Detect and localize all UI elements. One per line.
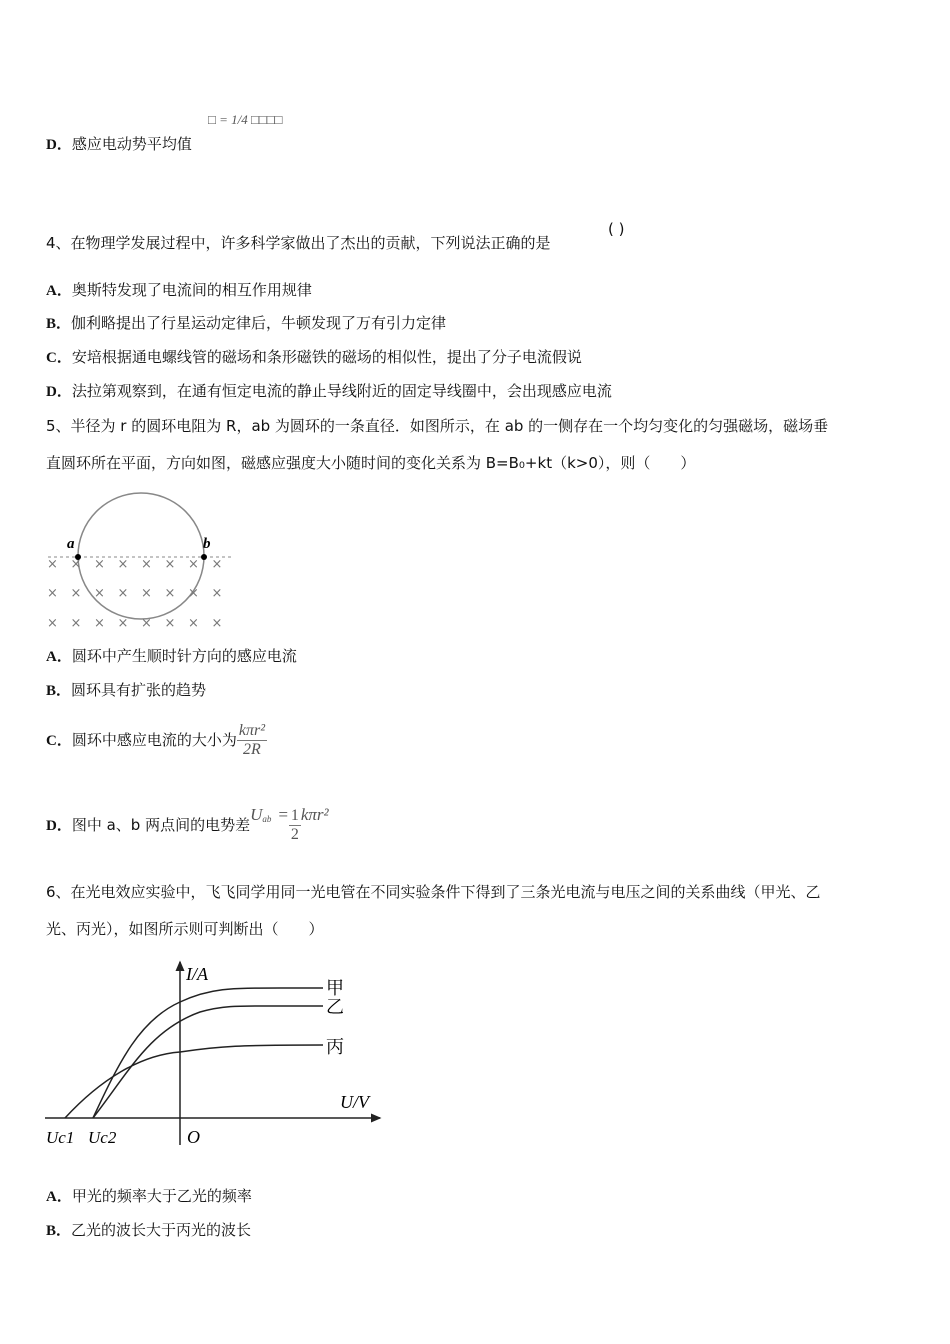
- field-cross-icon: ×: [47, 557, 58, 572]
- q5-stem-line1: 5、半径为 r 的圆环电阻为 R，ab 为圆环的一条直径．如图所示，在 ab 的一侧存在一个均匀变化的匀强磁场，磁场垂: [46, 417, 829, 435]
- point-b: [201, 554, 207, 560]
- option-label: A．: [46, 1189, 72, 1205]
- option-label: D．: [46, 384, 72, 400]
- curve-jia: [93, 988, 323, 1118]
- fraction: [237, 722, 267, 759]
- origin-label: O: [187, 1127, 200, 1147]
- formula-rhs: kπr²: [300, 805, 329, 824]
- numerator: kπr²: [238, 722, 265, 739]
- option-label: C．: [46, 350, 72, 366]
- field-cross-icon: ×: [94, 557, 105, 572]
- q4-option-d: [46, 381, 612, 402]
- field-cross-icon: ×: [164, 557, 176, 572]
- field-cross-icon: ×: [164, 616, 176, 631]
- q4-stem: [46, 233, 551, 253]
- curve-label-jia: 甲: [326, 978, 344, 999]
- q4-option-b: [46, 313, 446, 334]
- q5-option-a: [46, 646, 297, 667]
- option-text: 圆环中产生顺时针方向的感应电流: [71, 647, 297, 665]
- q5-option-d: [46, 805, 329, 844]
- field-cross-icon: ×: [70, 557, 82, 572]
- curve-bing: [65, 1045, 323, 1118]
- option-text: 图中 a、b 两点间的电势差: [71, 816, 251, 834]
- q4-option-c: [46, 347, 582, 368]
- option-text: 伽利略提出了行星运动定律后，牛顿发现了万有引力定律: [71, 314, 447, 332]
- q3-option-d: [46, 134, 192, 155]
- field-cross-icon: ×: [94, 616, 105, 631]
- formula-eq: =: [277, 805, 289, 824]
- option-label: D．: [46, 818, 72, 834]
- formula-q3-d: □ = 1/4 □□□□: [208, 112, 283, 127]
- field-cross-icon: ×: [117, 586, 129, 601]
- option-text: 奥斯特发现了电流间的相互作用规律: [71, 281, 312, 299]
- x-axis-label: U/V: [340, 1092, 369, 1112]
- field-cross-icon: ×: [94, 586, 105, 601]
- option-text: 法拉第观察到，在通有恒定电流的静止导线附近的固定导线圈中，会出现感应电流: [71, 382, 612, 400]
- option-text: 甲光的频率大于乙光的频率: [71, 1187, 252, 1205]
- field-cross-icon: ×: [117, 616, 129, 631]
- field-cross-icon: ×: [188, 586, 199, 601]
- field-cross-icon: ×: [188, 616, 199, 631]
- option-text: 乙光的波长大于丙光的波长: [71, 1221, 252, 1239]
- field-cross-icon: ×: [70, 616, 82, 631]
- field-cross-icon: ×: [70, 586, 82, 601]
- stem-text: 4、在物理学发展过程中，许多科学家做出了杰出的贡献，下列说法正确的是: [46, 234, 551, 252]
- iv-graph: [40, 950, 390, 1150]
- option-label: A．: [46, 283, 72, 299]
- answer-paren: ( ): [608, 220, 625, 238]
- curve-label-yi: 乙: [326, 997, 344, 1018]
- denominator: 2: [290, 826, 299, 843]
- option-text: 安培根据通电螺线管的磁场和条形磁铁的磁场的相似性，提出了分子电流假说: [71, 348, 582, 366]
- field-cross-icon: ×: [117, 557, 129, 572]
- curve-yi: [93, 1006, 323, 1118]
- q6-option-a: [46, 1186, 252, 1207]
- field-cross-icon: ×: [141, 557, 152, 572]
- option-text: 圆环中感应电流的大小为: [71, 731, 237, 749]
- field-cross-icon: ×: [141, 616, 152, 631]
- option-text: 感应电动势平均值: [71, 135, 192, 153]
- numerator: 1: [290, 807, 299, 824]
- option-label: D．: [46, 137, 72, 153]
- label-b: b: [203, 536, 211, 552]
- q4-option-a: [46, 280, 312, 301]
- fraction: [289, 807, 301, 844]
- q5-option-c: [46, 722, 267, 759]
- label-a: a: [67, 536, 75, 552]
- field-cross-icon: ×: [188, 557, 199, 572]
- denominator: 2R: [243, 741, 261, 758]
- q5-option-b: [46, 680, 206, 701]
- field-cross-icon: ×: [47, 616, 58, 631]
- y-axis-label: I/A: [186, 964, 208, 984]
- curve-label-bing: 丙: [326, 1037, 344, 1058]
- formula-sub: ab: [262, 814, 272, 824]
- field-cross-icon: ×: [211, 586, 223, 601]
- option-label: B．: [46, 683, 72, 699]
- uc1-label: Uc1: [46, 1128, 75, 1147]
- field-cross-icon: ×: [141, 586, 152, 601]
- field-cross-icon: ×: [211, 557, 223, 572]
- uc2-label: Uc2: [88, 1128, 117, 1147]
- q6-stem-line1: 6、在光电效应实验中，飞飞同学用同一光电管在不同实验条件下得到了三条光电流与电压之间的关系曲线（甲光、乙: [46, 883, 821, 901]
- field-cross-icon: ×: [164, 586, 176, 601]
- q6-option-b: [46, 1220, 251, 1241]
- option-label: B．: [46, 1223, 72, 1239]
- field-cross-icon: ×: [211, 616, 223, 631]
- ring-figure: [40, 480, 240, 640]
- option-label: A．: [46, 649, 72, 665]
- option-text: 圆环具有扩张的趋势: [71, 681, 207, 699]
- q6-stem-line2: 光、丙光），如图所示则可判断出（ ）: [46, 920, 324, 938]
- formula-U: U: [250, 805, 263, 824]
- q5-stem-line2: 直圆环所在平面，方向如图，磁感应强度大小随时间的变化关系为 B=B₀+kt（k>0），则（ ）: [46, 454, 696, 472]
- option-label: C．: [46, 733, 72, 749]
- option-label: B．: [46, 316, 72, 332]
- field-cross-icon: ×: [47, 586, 58, 601]
